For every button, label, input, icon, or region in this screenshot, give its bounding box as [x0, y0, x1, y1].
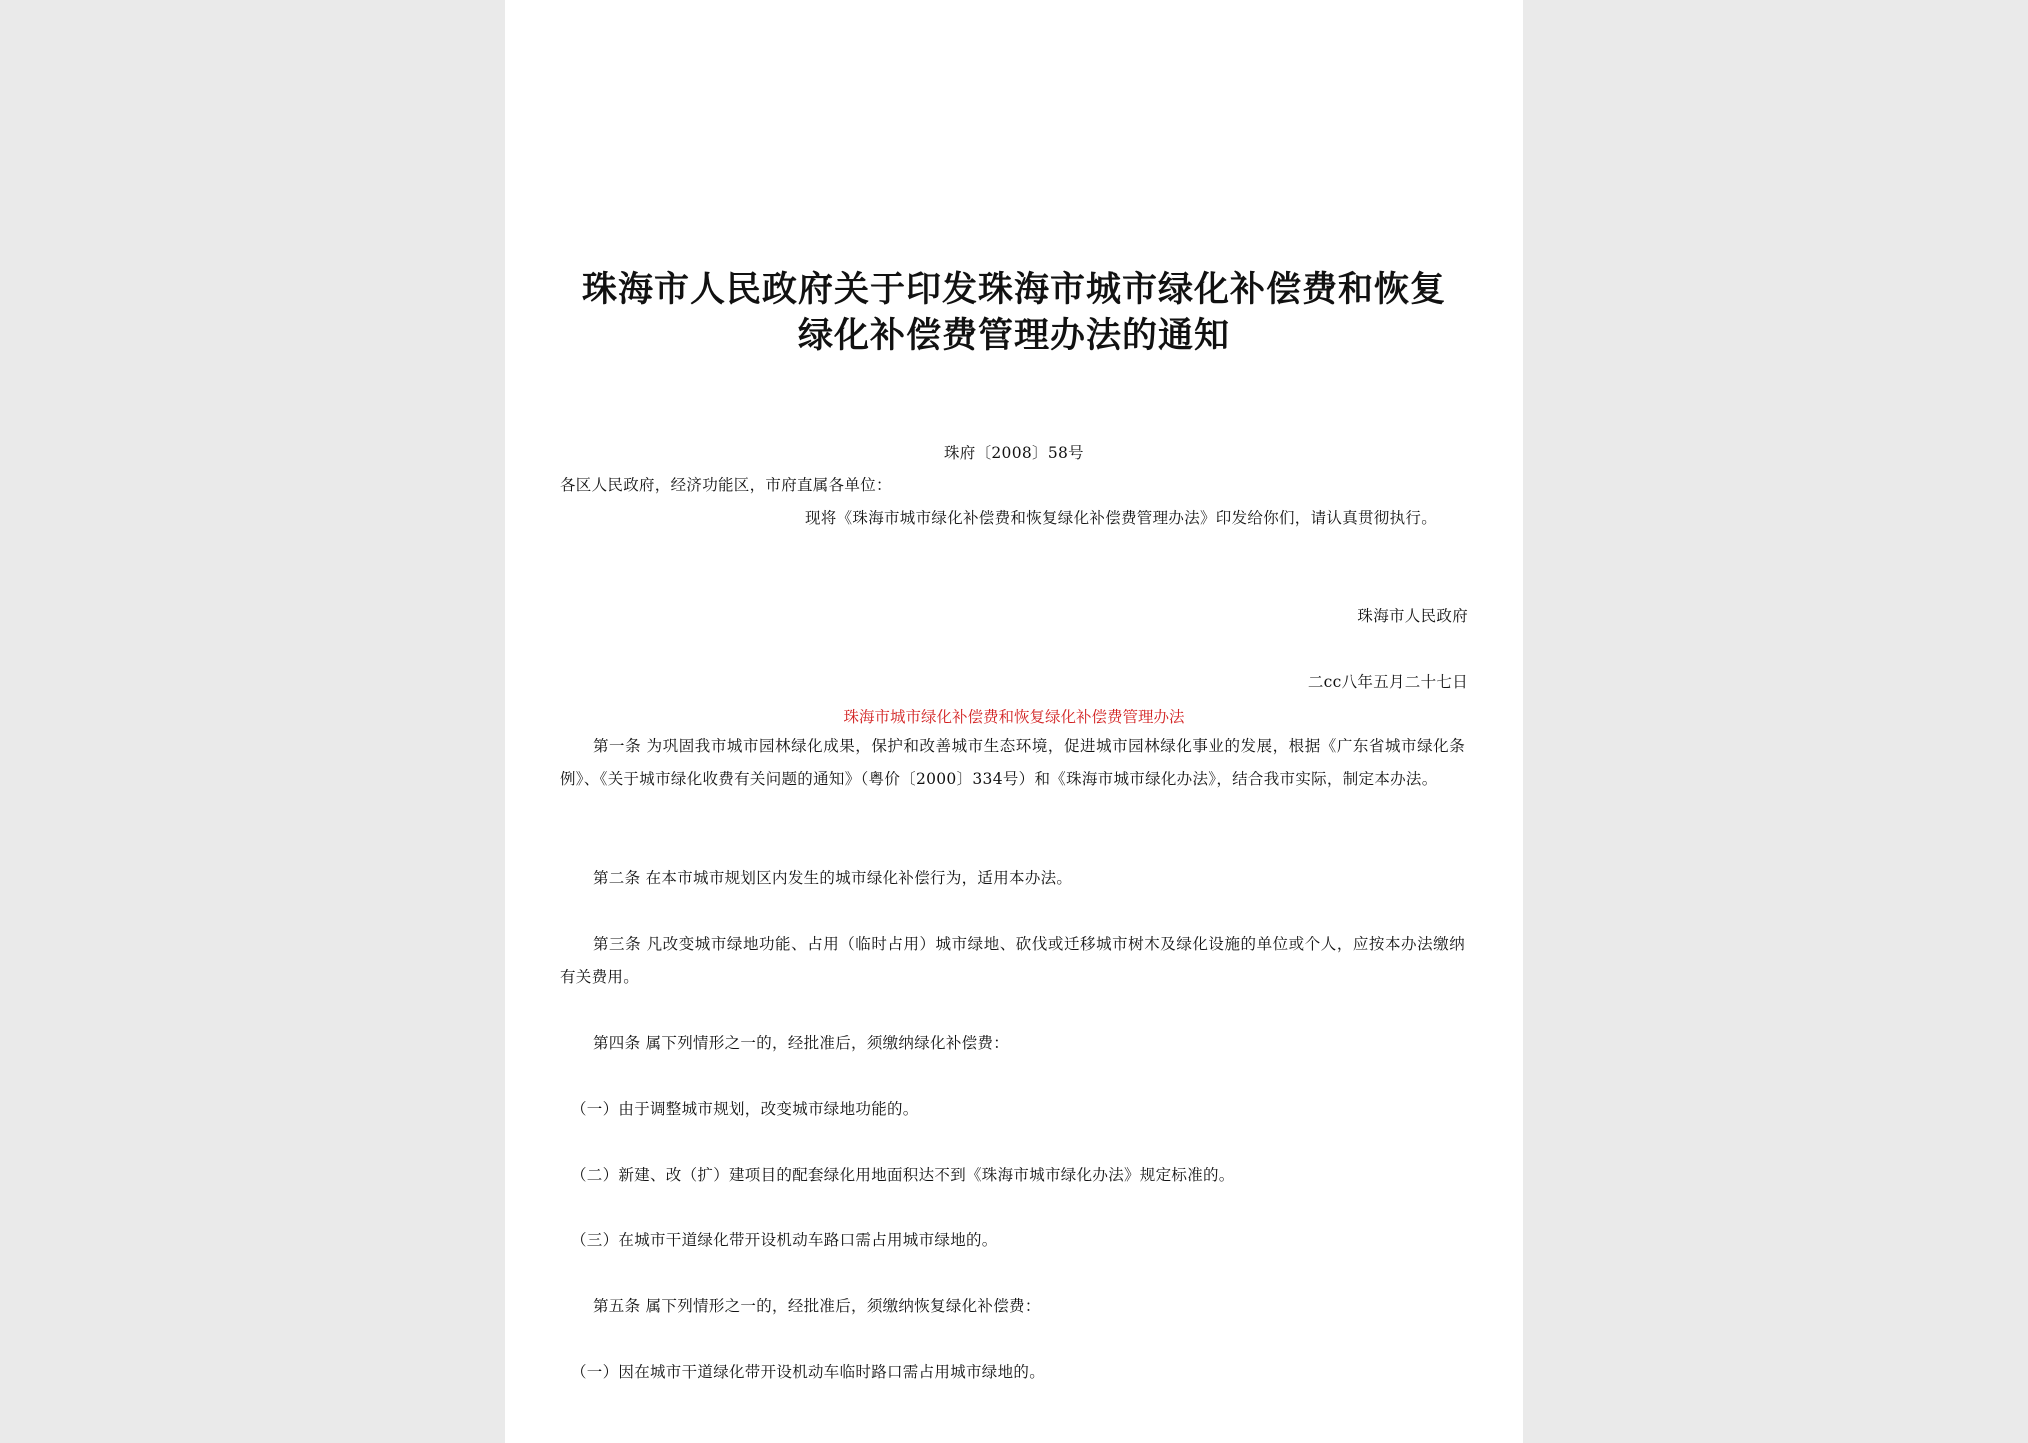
document-page: [505, 0, 1523, 1443]
article-4-item-2: （二）新建、改（扩）建项目的配套绿化用地面积达不到《珠海市城市绿化办法》规定标准的。: [571, 1166, 1235, 1184]
article-1: 第一条 为巩固我市城市园林绿化成果，保护和改善城市生态环境，促进城市园林绿化事业的发展，根据《广东省城市绿化条例》、《关于城市绿化收费有关问题的通知》（粤价〔2000〕334号）和《珠海市城市绿化办法》，结合我市实际，制定本办法。: [560, 737, 1465, 788]
issuer: 珠海市人民政府: [1357, 607, 1468, 625]
regulation-title: 珠海市城市绿化补偿费和恢复绿化补偿费管理办法: [843, 708, 1185, 726]
document-number: 珠府〔2008〕58号: [944, 444, 1084, 462]
document-title-line-1: 珠海市人民政府关于印发珠海市城市绿化补偿费和恢复: [581, 269, 1446, 310]
notice-text: 现将《珠海市城市绿化补偿费和恢复绿化补偿费管理办法》印发给你们，请认真贯彻执行。: [805, 509, 1438, 527]
article-5-item-1: （一）因在城市干道绿化带开设机动车临时路口需占用城市绿地的。: [571, 1363, 1046, 1381]
document-title-line-2: 绿化补偿费管理办法的通知: [797, 315, 1230, 356]
article-3: 第三条 凡改变城市绿地功能、占用（临时占用）城市绿地、砍伐或迁移城市树木及绿化设施的单位或个人，应按本办法缴纳有关费用。: [560, 935, 1465, 986]
article-2: 第二条 在本市城市规划区内发生的城市绿化补偿行为，适用本办法。: [593, 869, 1073, 887]
article-4: 第四条 属下列情形之一的，经批准后，须缴纳绿化补偿费：: [593, 1034, 1010, 1052]
addressee: 各区人民政府，经济功能区，市府直属各单位：: [560, 476, 892, 494]
issue-date: 二cc八年五月二十七日: [1307, 673, 1468, 691]
article-4-item-1: （一）由于调整城市规划，改变城市绿地功能的。: [571, 1100, 919, 1118]
article-4-item-3: （三）在城市干道绿化带开设机动车路口需占用城市绿地的。: [571, 1231, 998, 1249]
article-5: 第五条 属下列情形之一的，经批准后，须缴纳恢复绿化补偿费：: [593, 1297, 1041, 1315]
